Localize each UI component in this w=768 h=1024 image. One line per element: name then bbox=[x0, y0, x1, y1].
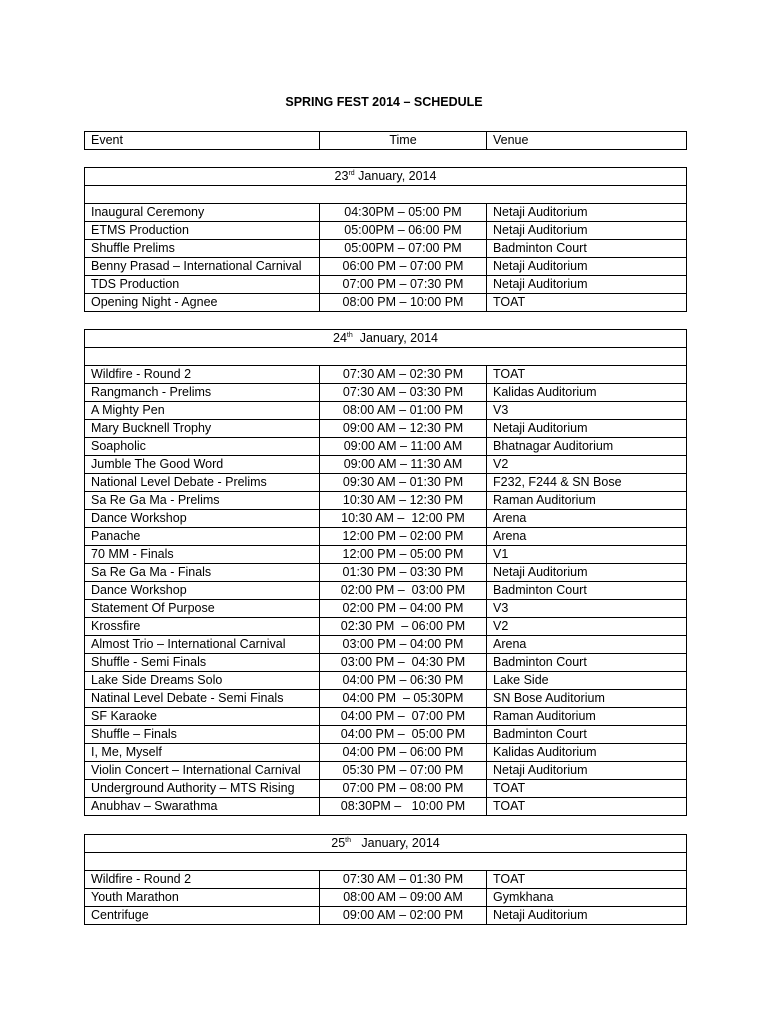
blank-row bbox=[85, 853, 687, 871]
event-cell: Almost Trio – International Carnival bbox=[85, 636, 320, 654]
time-cell: 09:00 AM – 11:30 AM bbox=[320, 456, 487, 474]
table-row bbox=[85, 780, 687, 798]
event-cell: Dance Workshop bbox=[85, 582, 320, 600]
table-row bbox=[85, 384, 687, 402]
event-cell: Benny Prasad – International Carnival bbox=[85, 258, 320, 276]
table-row bbox=[85, 618, 687, 636]
table-row bbox=[85, 276, 687, 294]
venue-cell: Arena bbox=[487, 510, 687, 528]
time-cell: 02:00 PM – 04:00 PM bbox=[320, 600, 487, 618]
venue-cell: TOAT bbox=[487, 294, 687, 312]
time-cell: 12:00 PM – 02:00 PM bbox=[320, 528, 487, 546]
event-cell: A Mighty Pen bbox=[85, 402, 320, 420]
table-row bbox=[85, 474, 687, 492]
table-row bbox=[85, 907, 687, 925]
venue-cell: Badminton Court bbox=[487, 582, 687, 600]
event-cell: Youth Marathon bbox=[85, 889, 320, 907]
venue-cell: TOAT bbox=[487, 366, 687, 384]
event-cell: Jumble The Good Word bbox=[85, 456, 320, 474]
event-cell: Rangmanch - Prelims bbox=[85, 384, 320, 402]
table-row bbox=[85, 240, 687, 258]
event-cell: ETMS Production bbox=[85, 222, 320, 240]
venue-cell: Badminton Court bbox=[487, 726, 687, 744]
time-cell: 10:30 AM – 12:30 PM bbox=[320, 492, 487, 510]
time-cell: 07:30 AM – 02:30 PM bbox=[320, 366, 487, 384]
page-title: SPRING FEST 2014 – SCHEDULE bbox=[285, 95, 483, 109]
table-row bbox=[85, 744, 687, 762]
day-number: 23 bbox=[334, 169, 349, 183]
event-cell: Soapholic bbox=[85, 438, 320, 456]
venue-cell: Badminton Court bbox=[487, 240, 687, 258]
table-row bbox=[85, 726, 687, 744]
day-header-row bbox=[85, 330, 687, 348]
time-cell: 04:00 PM – 05:00 PM bbox=[320, 726, 487, 744]
table-row bbox=[85, 654, 687, 672]
table-row bbox=[85, 510, 687, 528]
day-ordinal-suffix: rd bbox=[348, 169, 355, 177]
time-cell: 08:00 AM – 01:00 PM bbox=[320, 402, 487, 420]
venue-cell: Netaji Auditorium bbox=[487, 762, 687, 780]
blank-cell bbox=[85, 853, 687, 871]
table-row bbox=[85, 871, 687, 889]
day-header bbox=[85, 835, 687, 853]
venue-cell: Netaji Auditorium bbox=[487, 204, 687, 222]
day-schedule-table bbox=[84, 167, 687, 312]
time-cell: 05:30 PM – 07:00 PM bbox=[320, 762, 487, 780]
venue-cell: Bhatnagar Auditorium bbox=[487, 438, 687, 456]
table-row bbox=[85, 636, 687, 654]
venue-cell: Netaji Auditorium bbox=[487, 276, 687, 294]
venue-cell: V2 bbox=[487, 618, 687, 636]
time-cell: 04:00 PM – 06:00 PM bbox=[320, 744, 487, 762]
venue-cell: SN Bose Auditorium bbox=[487, 690, 687, 708]
day-number: 24 bbox=[333, 331, 347, 345]
time-cell: 06:00 PM – 07:00 PM bbox=[320, 258, 487, 276]
time-cell: 04:30PM – 05:00 PM bbox=[320, 204, 487, 222]
venue-cell: Badminton Court bbox=[487, 654, 687, 672]
time-cell: 01:30 PM – 03:30 PM bbox=[320, 564, 487, 582]
column-header-table bbox=[84, 131, 687, 150]
table-row bbox=[85, 528, 687, 546]
event-cell: Sa Re Ga Ma - Finals bbox=[85, 564, 320, 582]
time-cell: 03:00 PM – 04:00 PM bbox=[320, 636, 487, 654]
day-header bbox=[85, 168, 687, 186]
venue-cell: TOAT bbox=[487, 798, 687, 816]
event-cell: Panache bbox=[85, 528, 320, 546]
day-number: 25 bbox=[331, 836, 346, 850]
event-cell: Shuffle - Semi Finals bbox=[85, 654, 320, 672]
blank-row bbox=[85, 186, 687, 204]
table-row bbox=[85, 762, 687, 780]
event-cell: Violin Concert – International Carnival bbox=[85, 762, 320, 780]
table-row bbox=[85, 798, 687, 816]
venue-cell: Netaji Auditorium bbox=[487, 907, 687, 925]
venue-cell: TOAT bbox=[487, 871, 687, 889]
venue-cell: Netaji Auditorium bbox=[487, 258, 687, 276]
day-schedule-table bbox=[84, 834, 687, 925]
time-cell: 07:30 AM – 01:30 PM bbox=[320, 871, 487, 889]
table-row bbox=[85, 402, 687, 420]
time-cell: 09:30 AM – 01:30 PM bbox=[320, 474, 487, 492]
time-cell: 09:00 AM – 12:30 PM bbox=[320, 420, 487, 438]
venue-cell: V2 bbox=[487, 456, 687, 474]
table-row bbox=[85, 600, 687, 618]
table-row bbox=[85, 708, 687, 726]
column-header-row bbox=[85, 132, 687, 150]
column-header-event: Event bbox=[85, 132, 320, 150]
venue-cell: Gymkhana bbox=[487, 889, 687, 907]
time-cell: 05:00PM – 07:00 PM bbox=[320, 240, 487, 258]
event-cell: Mary Bucknell Trophy bbox=[85, 420, 320, 438]
table-row bbox=[85, 889, 687, 907]
venue-cell: Arena bbox=[487, 636, 687, 654]
time-cell: 09:00 AM – 11:00 AM bbox=[320, 438, 487, 456]
day-month-year: January, 2014 bbox=[351, 836, 440, 850]
event-cell: Natinal Level Debate - Semi Finals bbox=[85, 690, 320, 708]
venue-cell: V3 bbox=[487, 600, 687, 618]
table-row bbox=[85, 294, 687, 312]
venue-cell: Lake Side bbox=[487, 672, 687, 690]
venue-cell: Arena bbox=[487, 528, 687, 546]
table-row bbox=[85, 204, 687, 222]
table-row bbox=[85, 456, 687, 474]
table-row bbox=[85, 582, 687, 600]
table-row bbox=[85, 672, 687, 690]
event-cell: Opening Night - Agnee bbox=[85, 294, 320, 312]
day-month-year: January, 2014 bbox=[352, 331, 438, 345]
day-ordinal-suffix: th bbox=[345, 836, 352, 844]
table-row bbox=[85, 420, 687, 438]
event-cell: I, Me, Myself bbox=[85, 744, 320, 762]
blank-cell bbox=[85, 186, 687, 204]
event-cell: Krossfire bbox=[85, 618, 320, 636]
venue-cell: V3 bbox=[487, 402, 687, 420]
event-cell: SF Karaoke bbox=[85, 708, 320, 726]
event-cell: Centrifuge bbox=[85, 907, 320, 925]
time-cell: 02:30 PM – 06:00 PM bbox=[320, 618, 487, 636]
venue-cell: Netaji Auditorium bbox=[487, 222, 687, 240]
day-month-year: January, 2014 bbox=[354, 169, 437, 183]
column-header-time: Time bbox=[320, 132, 487, 150]
day-header-row bbox=[85, 835, 687, 853]
table-row bbox=[85, 366, 687, 384]
time-cell: 04:00 PM – 05:30PM bbox=[320, 690, 487, 708]
venue-cell: Raman Auditorium bbox=[487, 492, 687, 510]
time-cell: 09:00 AM – 02:00 PM bbox=[320, 907, 487, 925]
event-cell: Underground Authority – MTS Rising bbox=[85, 780, 320, 798]
time-cell: 07:30 AM – 03:30 PM bbox=[320, 384, 487, 402]
time-cell: 12:00 PM – 05:00 PM bbox=[320, 546, 487, 564]
table-row bbox=[85, 546, 687, 564]
time-cell: 07:00 PM – 08:00 PM bbox=[320, 780, 487, 798]
day-header bbox=[85, 330, 687, 348]
venue-cell: Raman Auditorium bbox=[487, 708, 687, 726]
venue-cell: TOAT bbox=[487, 780, 687, 798]
venue-cell: Netaji Auditorium bbox=[487, 564, 687, 582]
event-cell: Wildfire - Round 2 bbox=[85, 366, 320, 384]
time-cell: 08:00 PM – 10:00 PM bbox=[320, 294, 487, 312]
event-cell: National Level Debate - Prelims bbox=[85, 474, 320, 492]
time-cell: 04:00 PM – 06:30 PM bbox=[320, 672, 487, 690]
blank-cell bbox=[85, 348, 687, 366]
day-ordinal-suffix: th bbox=[346, 331, 353, 339]
time-cell: 05:00PM – 06:00 PM bbox=[320, 222, 487, 240]
event-cell: Statement Of Purpose bbox=[85, 600, 320, 618]
day-schedule-table bbox=[84, 329, 687, 816]
table-row bbox=[85, 564, 687, 582]
time-cell: 08:00 AM – 09:00 AM bbox=[320, 889, 487, 907]
venue-cell: Kalidas Auditorium bbox=[487, 384, 687, 402]
event-cell: Lake Side Dreams Solo bbox=[85, 672, 320, 690]
event-cell: Sa Re Ga Ma - Prelims bbox=[85, 492, 320, 510]
time-cell: 08:30PM – 10:00 PM bbox=[320, 798, 487, 816]
event-cell: TDS Production bbox=[85, 276, 320, 294]
event-cell: Anubhav – Swarathma bbox=[85, 798, 320, 816]
day-header-row bbox=[85, 168, 687, 186]
venue-cell: Netaji Auditorium bbox=[487, 420, 687, 438]
event-cell: Wildfire - Round 2 bbox=[85, 871, 320, 889]
column-header-venue: Venue bbox=[487, 132, 687, 150]
table-row bbox=[85, 492, 687, 510]
venue-cell: V1 bbox=[487, 546, 687, 564]
table-row bbox=[85, 258, 687, 276]
time-cell: 04:00 PM – 07:00 PM bbox=[320, 708, 487, 726]
table-row bbox=[85, 690, 687, 708]
event-cell: 70 MM - Finals bbox=[85, 546, 320, 564]
event-cell: Shuffle – Finals bbox=[85, 726, 320, 744]
time-cell: 02:00 PM – 03:00 PM bbox=[320, 582, 487, 600]
time-cell: 07:00 PM – 07:30 PM bbox=[320, 276, 487, 294]
event-cell: Dance Workshop bbox=[85, 510, 320, 528]
venue-cell: Kalidas Auditorium bbox=[487, 744, 687, 762]
time-cell: 03:00 PM – 04:30 PM bbox=[320, 654, 487, 672]
table-row bbox=[85, 222, 687, 240]
venue-cell: F232, F244 & SN Bose bbox=[487, 474, 687, 492]
blank-row bbox=[85, 348, 687, 366]
time-cell: 10:30 AM – 12:00 PM bbox=[320, 510, 487, 528]
event-cell: Inaugural Ceremony bbox=[85, 204, 320, 222]
event-cell: Shuffle Prelims bbox=[85, 240, 320, 258]
table-row bbox=[85, 438, 687, 456]
